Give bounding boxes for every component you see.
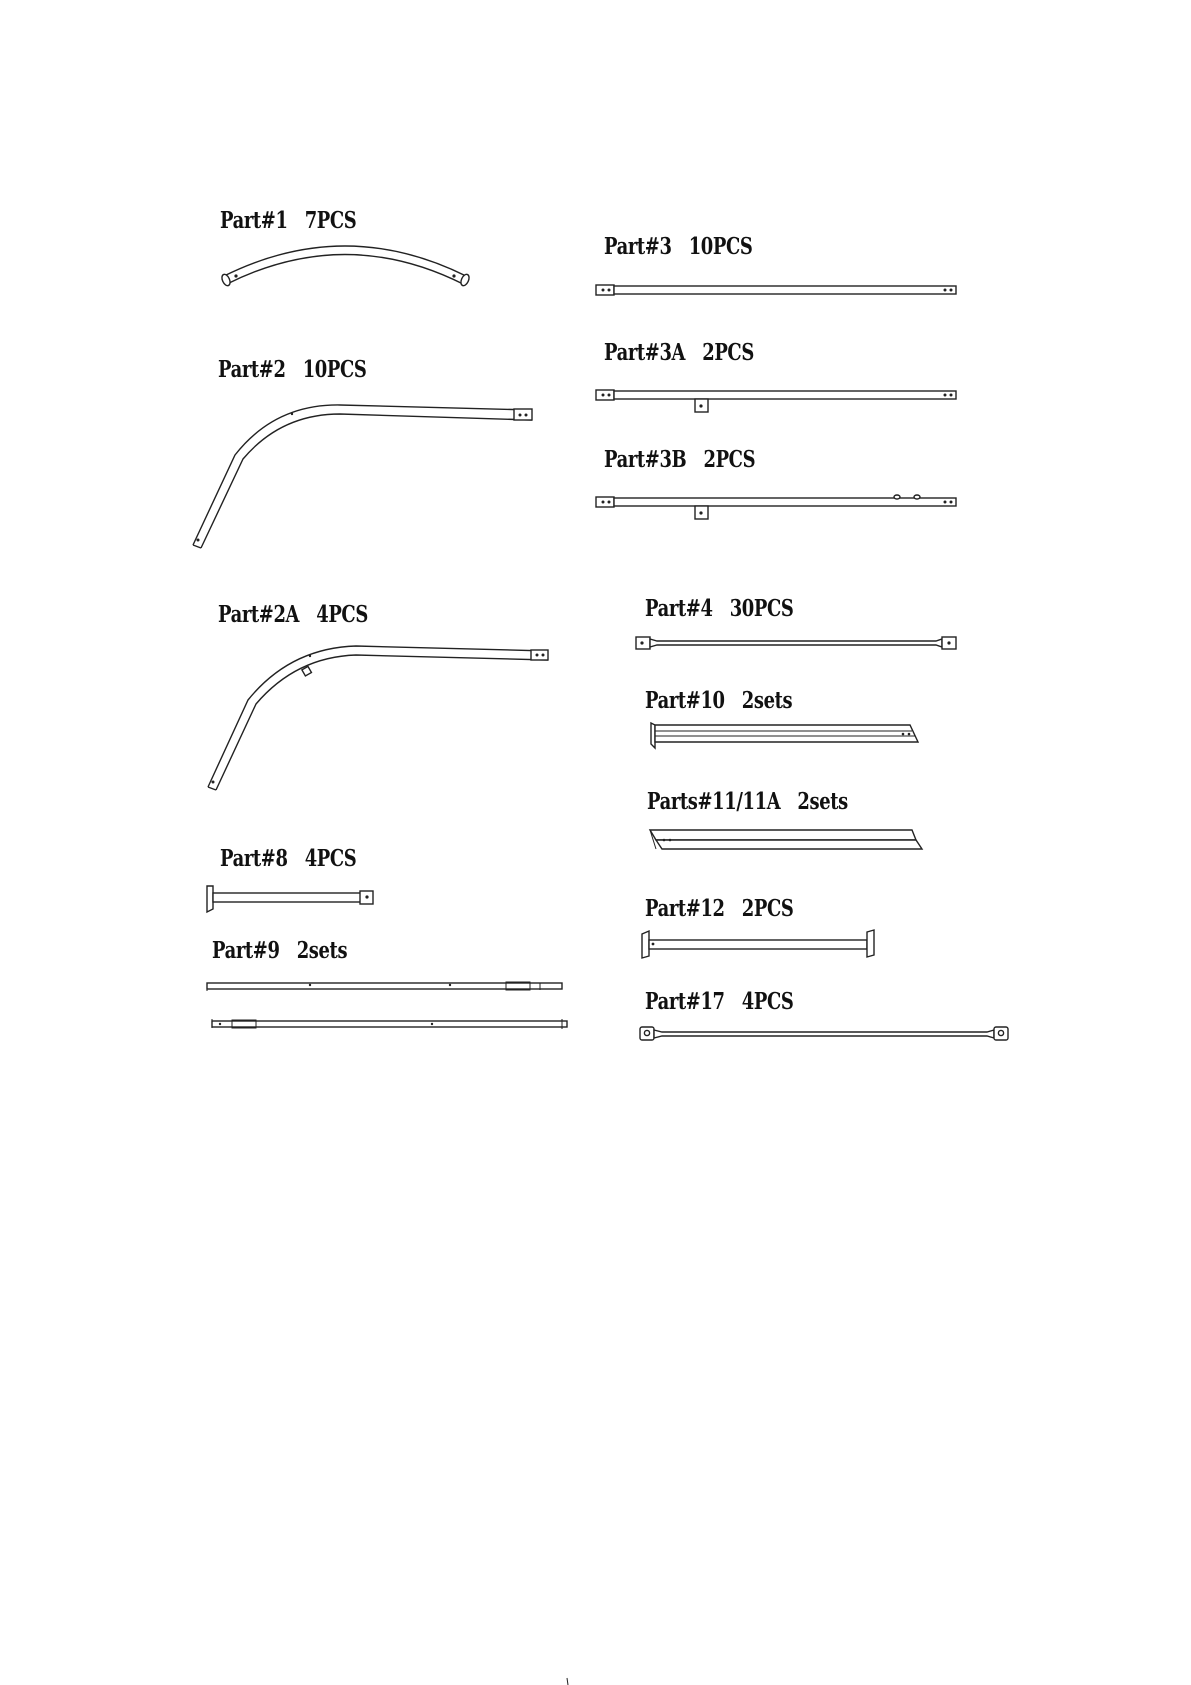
part-12-drawing xyxy=(642,930,874,958)
part-1-label: Part#1 7PCS xyxy=(220,207,357,234)
part-17-label: Part#17 4PCS xyxy=(645,988,794,1015)
part-3b-drawing xyxy=(596,495,956,519)
part-10-drawing xyxy=(651,723,918,748)
part-11-label: Parts#11/11A 2sets xyxy=(647,788,848,815)
part-2-label: Part#2 10PCS xyxy=(218,356,367,383)
page-mark xyxy=(567,1678,568,1685)
part-3-drawing xyxy=(596,285,956,295)
part-17-drawing xyxy=(640,1027,1008,1040)
part-9-drawing xyxy=(207,982,567,1029)
part-4-drawing xyxy=(636,637,956,649)
part-4-label: Part#4 30PCS xyxy=(645,595,794,622)
part-8-label: Part#8 4PCS xyxy=(220,845,357,872)
part-3a-drawing xyxy=(596,390,956,412)
part-11-drawing xyxy=(650,830,922,849)
part-3b-label: Part#3B 2PCS xyxy=(604,446,756,473)
part-8-drawing xyxy=(207,886,373,912)
part-9-label: Part#9 2sets xyxy=(212,937,348,964)
part-12-label: Part#12 2PCS xyxy=(645,895,794,922)
part-3a-label: Part#3A 2PCS xyxy=(604,339,754,366)
part-10-label: Part#10 2sets xyxy=(645,687,793,714)
part-1-drawing xyxy=(220,246,470,287)
part-2a-drawing xyxy=(208,646,548,790)
part-2-drawing xyxy=(193,405,532,548)
part-3-label: Part#3 10PCS xyxy=(604,233,753,260)
part-2a-label: Part#2A 4PCS xyxy=(218,601,368,628)
